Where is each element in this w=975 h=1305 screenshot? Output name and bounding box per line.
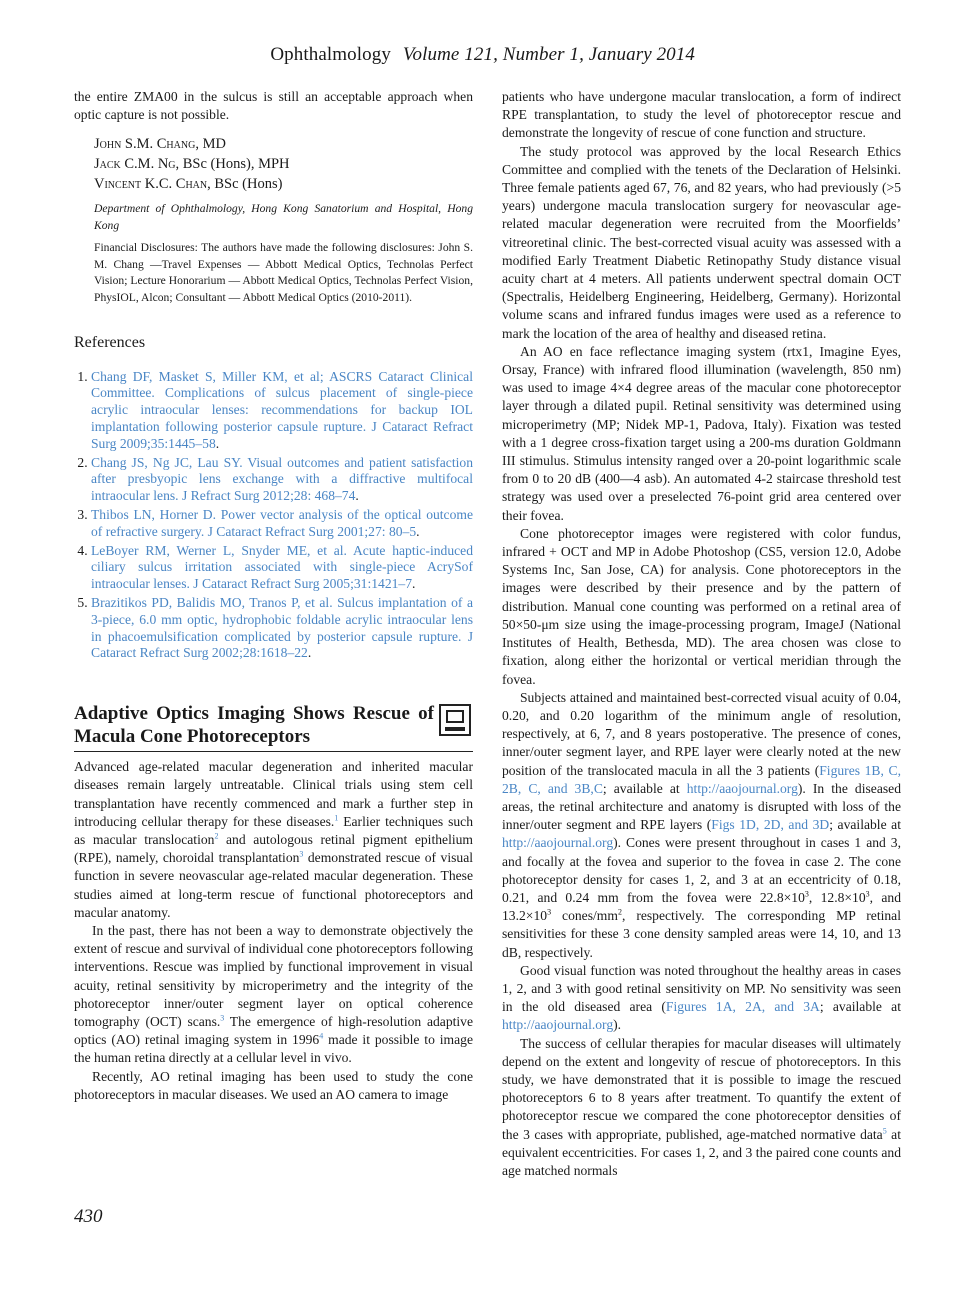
intro-paragraph: the entire ZMA00 in the sulcus is still an acceptable approach when optic capture is not possible. bbox=[74, 89, 473, 123]
body-paragraph: Recently, AO retinal imaging has been used to study the cone photoreceptors in macular diseases. We used an AO camera to image bbox=[74, 1068, 473, 1102]
running-header bbox=[270, 44, 695, 66]
body-paragraph: Subjects attained and maintained best-corrected visual acuity of 0.04, 0.20, and 0.20 logarithm of the minimum angle of resolution, respectively, at 6, 7, and 8 years postoperative. The presence of cones, inner/outer segment layer, and RPE layer were clearly noted at the new position of the translocated macula in all the 3 patients (Figures 1B, C, 2B, C, and 3B,C; available at http://aaojournal.org). In the diseased areas, the retinal architecture and anatomy is disrupted with loss of the inner/outer segment and RPE layers (Figs 1D, 2D, and 3D; available at http://aaojournal.org). Cones were present throughout in cases 1 and 3, and focally at the fovea and superior to the fovea in case 2. The cone photoreceptor density for cases 1, 2, and 3 at an eccentricity of 0.18, 0.21, and 0.24 mm from the fovea were $22.8\times 10^3$, $12.8\times 10^3$, and $13.2\times 10^3$ cones/$mm^2$, respectively. The corresponding MP retinal sensitivities for these 3 cone density sampled areas were 14, 10, and 13 dB, respectively. bbox=[502, 689, 901, 960]
reference-item: 4. LeBoyer RM, Werner L, Snyder ME, et al. Acute haptic-induced ciliary sulcus irritation associated with single-piece AcrySof intraocular lenses. J Cataract Refract Surg 2005;31:1421–7. bbox=[91, 543, 473, 593]
author-3: Vincent K.C. Chan, BSc (Hons) bbox=[94, 176, 283, 193]
section-title-block bbox=[74, 702, 473, 752]
financial-disclosures: Financial Disclosures: The authors have made the following disclosures: John S. M. Chang —Travel Expenses — Abbott Medical Optics, Technolas Perfect Vision; Lecture Honorarium — Abbott Medical Optics, Technolas Perfect Vision, PhysIOL, Alcon; Consultant — Abbott Medical Optics (2010-2011). bbox=[94, 241, 473, 304]
body-paragraph: Advanced age-related macular degeneration and inherited macular diseases remain largely untreatable. Clinical trials using stem cell transplantation have recently commenced and mark a further step in introducing cellular therapy for these diseases.$^1$ Earlier techniques such as macular translocation$^2$ and autologous retinal pigment epithelium (RPE), namely, choroidal transplantation$^3$ demonstrated rescue of visual function in severe neovascular age-related macular degeneration. These studies aimed at long-term rescue of functional photoreceptors and macular anatomy. bbox=[74, 759, 473, 920]
reference-item: 1. Chang DF, Masket S, Miller KM, et al; ASCRS Cataract Clinical Committee. Complications of sulcus placement of single-piece acrylic intraocular lenses: recommendations for backup IOL implantation following posterior capsule rupture. J Cataract Refract Surg 2009;35:1445–58. bbox=[91, 369, 473, 453]
author-1: John S.M. Chang, MD bbox=[94, 136, 226, 153]
reference-list bbox=[74, 369, 473, 663]
reference-item: 2. Chang JS, Ng JC, Lau SY. Visual outcomes and patient satisfaction after presbyopic lens exchange with a diffractive multifocal intraocular lens. J Refract Surg 2012;28: 468–74. bbox=[91, 455, 473, 505]
body-paragraph: An AO en face reflectance imaging system (rtx1, Imagine Eyes, Orsay, France) with infrared flood illumination (wavelength, 850 nm) was used to image 4×4 degree areas of the macular cone photoreceptor layer through a dilated pupil. Retinal sensitivity was determined using microperimetry (MP; Nidek MP-1, Padova, Italy). Fixation was tested with a 1 degree cross-fixation target using a 200-ms duration Goldmann III stimulus. Stimulus intensity ranged over a 20-point logarithmic scale from 0 to 20 dB (400—4 asb). An automated 4-2 staircase threshold test strategy was used over a preselected 76-point grid area centered over their fovea. bbox=[502, 343, 901, 523]
url-link[interactable]: http://aaojournal.org bbox=[502, 835, 614, 851]
reference-item: 3. Thibos LN, Horner D. Power vector analysis of the optical outcome of refractive surgery. J Cataract Refract Surg 2001;27: 80–5. bbox=[91, 507, 473, 541]
body-paragraph: The study protocol was approved by the local Research Ethics Committee and complied with the tenets of the Declaration of Helsinki. Three female patients aged 67, 76, and 82 years, who had previously (>5 years) undergone macula translocation surgery for neovascular age-related macular degeneration were recruited from the Moorfields’ vitreoretinal clinic. The best-corrected visual acuity was assessed with a modified Early Treatment Diabetic Retinopathy Study distance visual acuity chart at 4 meters. All patients underwent spectral domain OCT (Spectralis, Heidelberg Engineering, Heidelberg, Germany). Horizontal volume scans and infrared fundus images were used as a reference to mark the location of the area of healthy and diseased retina. bbox=[502, 143, 901, 341]
author-list bbox=[74, 134, 473, 194]
figure-link[interactable]: Figures 1A, 2A, and 3A bbox=[665, 999, 820, 1015]
journal-name: Ophthalmology bbox=[270, 44, 391, 65]
reference-link[interactable]: Chang DF, Masket S, Miller KM, et al; ASCRS Cataract Clinical Committee. Complications of sulcus placement of single-piece acrylic intraocular lenses: recommendations for backup IOL implantation following posterior capsule rupture. J Cataract Refract Surg 2009;35:1445–58 bbox=[91, 368, 473, 451]
body-paragraph: patients who have undergone macular translocation, a form of indirect RPE transplantation, to study the level of photoreceptor rescue and demonstrate the longevity of rescue of cone function and structure. bbox=[502, 89, 901, 141]
body-paragraph: Good visual function was noted throughout the healthy areas in cases 1, 2, and 3 with good retinal sensitivity on MP. No sensitivity was seen in the old diseased area (Figures 1A, 2A, and 3A; available at http://aaojournal.org). bbox=[502, 962, 901, 1033]
body-paragraph: The success of cellular therapies for macular diseases will ultimately depend on the extent and longevity of rescue of photoreceptors. In this study, we have demonstrated that it is possible to image the rescued photoreceptors 6 to 8 years after treatment. To quantify the extent of photoreceptor rescue we compared the cone photoreceptor densities of the 3 cases with appropriate, published, age-matched normative data$^5$ at equivalent eccentricities. For cases 1, 2, and 3 the paired cone counts and age matched normals bbox=[502, 1035, 901, 1178]
right-column bbox=[502, 88, 901, 1180]
figure-link[interactable]: Figures 1B, C, 2B, C, and 3B,C bbox=[502, 762, 901, 796]
reference-link[interactable]: LeBoyer RM, Werner L, Snyder ME, et al. Acute haptic-induced ciliary sulcus irritation associated with single-piece AcrySof intraocular lenses. J Cataract Refract Surg 2005;31:1421–7 bbox=[91, 542, 473, 592]
page-number: 430 bbox=[74, 1206, 103, 1227]
body-paragraph: Cone photoreceptor images were registered with color fundus, infrared + OCT and MP in Adobe Photoshop (CS5, version 12.0, Adobe Systems Inc, San Jose, CA) for analysis. Cone photoreceptors in the images were described by their presence and by the pattern of distribution. Manual cone counting was performed on a retinal area of 50×50-μm size using the image-processing program, ImageJ (National Institutes of Health, Bethesda, MD). The area chosen was close to fixation, along either the horizontal or vertical meridian through the fovea. bbox=[502, 525, 901, 687]
reference-item: 5. Brazitikos PD, Balidis MO, Tranos P, et al. Sulcus implantation of a 3-piece, 6.0 mm optic, hydrophobic foldable acrylic intraocular lens in phacoemulsification complicated by posterior capsule rupture. J Cataract Refract Surg 2002;28:1618–22. bbox=[91, 595, 473, 662]
figure-link[interactable]: Figs 1D, 2D, and 3D bbox=[711, 817, 830, 833]
computer-icon bbox=[439, 704, 471, 736]
references-heading: References bbox=[74, 334, 146, 352]
reference-link[interactable]: Chang JS, Ng JC, Lau SY. Visual outcomes and patient satisfaction after presbyopic lens exchange with a diffractive multifocal intraocular lens. J Refract Surg 2012;28: 468–74 bbox=[91, 454, 473, 504]
url-link[interactable]: http://aaojournal.org bbox=[502, 1017, 614, 1033]
affiliation: Department of Ophthalmology, Hong Kong Sanatorium and Hospital, Hong Kong bbox=[94, 202, 473, 233]
reference-link[interactable]: Brazitikos PD, Balidis MO, Tranos P, et al. Sulcus implantation of a 3-piece, 6.0 mm optic, hydrophobic foldable acrylic intraocular lens in phacoemulsification complicated by posterior capsule rupture. J Cataract Refract Surg 2002;28:1618–22 bbox=[91, 594, 473, 661]
volume-info: Volume 121, Number 1, January 2014 bbox=[402, 44, 695, 65]
section-title: Adaptive Optics Imaging Shows Rescue of Macula Cone Photoreceptors bbox=[74, 703, 434, 748]
url-link[interactable]: http://aaojournal.org bbox=[686, 780, 798, 796]
body-paragraph: In the past, there has not been a way to demonstrate objectively the extent of rescue and survival of individual cone photoreceptors following interventions. Rescue was implied by functional improvement in visual acuity, retinal sensitivity by microperimetry and the integrity of the photoreceptor inner/outer segment layer on optical coherence tomography (OCT) scans.$^3$ The emergence of high-resolution adaptive optics (AO) retinal imaging system in 1996$^4$ made it possible to image the human retina directly at a cellular level in vivo. bbox=[74, 922, 474, 1066]
left-column bbox=[74, 88, 473, 1104]
reference-link[interactable]: Thibos LN, Horner D. Power vector analysis of the optical outcome of refractive surgery. J Cataract Refract Surg 2001;27: 80–5 bbox=[91, 506, 473, 539]
author-2: Jack C.M. Ng, BSc (Hons), MPH bbox=[94, 156, 290, 173]
